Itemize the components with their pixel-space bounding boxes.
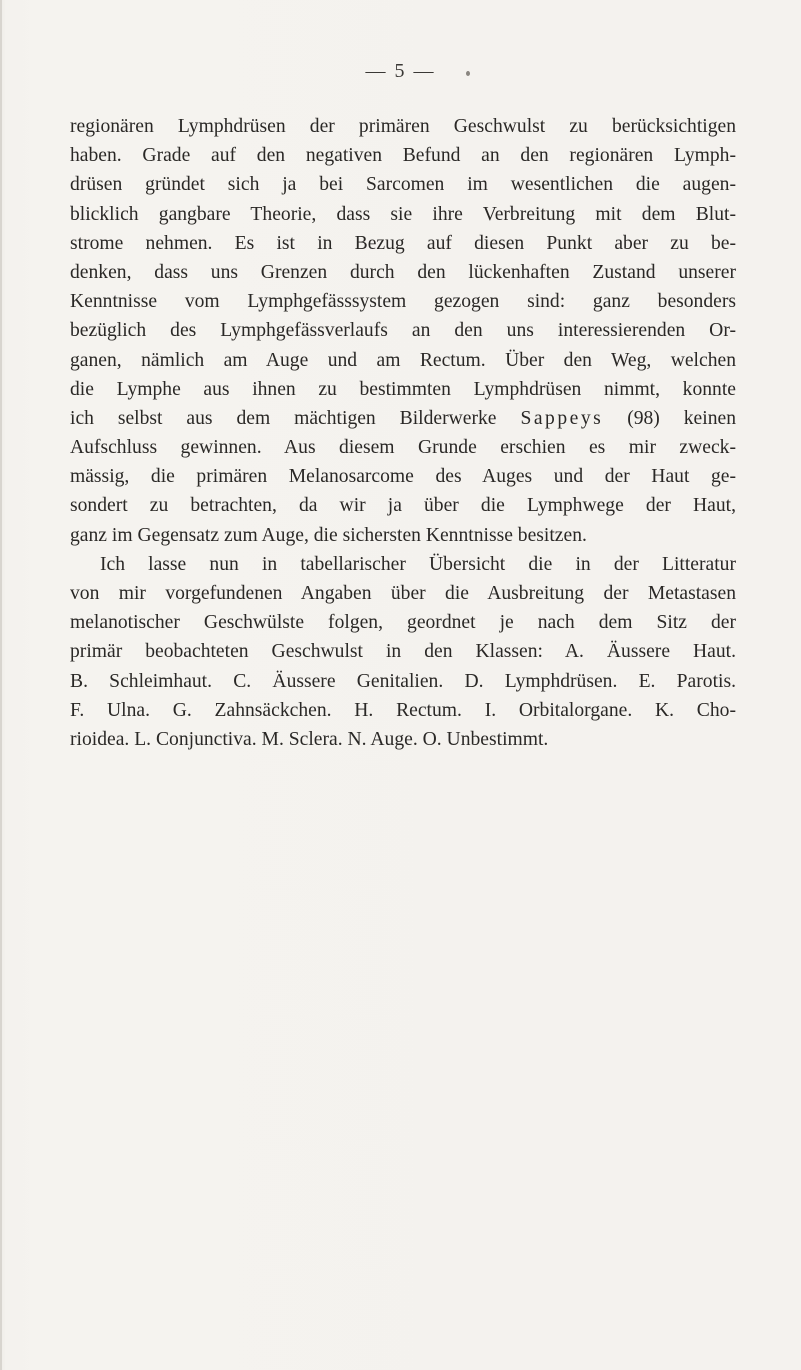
text-line: haben. Grade auf den negativen Befund an den regionären Lymph- xyxy=(70,145,736,167)
ink-speck xyxy=(466,71,470,76)
text-line: Ich lasse nun in tabellarischer Übersicht die in der Litteratur xyxy=(100,553,736,575)
text-line: bezüglich des Lymphgefässverlaufs an den uns interessierenden Or- xyxy=(70,320,736,342)
text-line: primär beobachteten Geschwulst in den Klassen: A. Äussere Haut. xyxy=(70,641,736,663)
text-line: B. Schleimhaut. C. Äussere Genitalien. D. Lymphdrüsen. E. Parotis. xyxy=(70,670,736,692)
text-line: rioidea. L. Conjunctiva. M. Sclera. N. Auge. O. Unbestimmt. xyxy=(70,728,549,750)
body-text xyxy=(70,112,736,754)
text-line: strome nehmen. Es ist in Bezug auf diesen Punkt aber zu be- xyxy=(70,232,736,254)
text-line: Aufschluss gewinnen. Aus diesem Grunde erschien es mir zweck- xyxy=(70,437,736,459)
text-line: melanotischer Geschwülste folgen, geordnet je nach dem Sitz der xyxy=(70,612,736,634)
page-number: — 5 — xyxy=(365,60,436,82)
text-line: blicklich gangbare Theorie, dass sie ihre Verbreitung mit dem Blut- xyxy=(70,203,736,225)
text-line: F. Ulna. G. Zahnsäckchen. H. Rectum. I. Orbitalorgane. K. Cho- xyxy=(70,699,736,721)
paragraph-1 xyxy=(70,112,736,550)
text-line: Kenntnisse vom Lymphgefässsystem gezogen sind: ganz besonders xyxy=(70,291,736,313)
text-segment: (98) keinen xyxy=(627,407,736,429)
text-line: ganz im Gegensatz zum Auge, die sichersten Kenntnisse besitzen. xyxy=(70,524,587,546)
text-line: mässig, die primären Melanosarcome des Auges und der Haut ge- xyxy=(70,466,736,488)
text-line: regionären Lymphdrüsen der primären Geschwulst zu berücksichtigen xyxy=(70,116,736,137)
text-line: drüsen gründet sich ja bei Sarcomen im wesentlichen die augen- xyxy=(70,174,736,196)
spaced-author-name: Sappeys xyxy=(520,407,604,429)
text-line: denken, dass uns Grenzen durch den lückenhaften Zustand unserer xyxy=(70,261,736,283)
text-line-with-emphasis xyxy=(70,404,736,433)
text-line: ganen, nämlich am Auge und am Rectum. Über den Weg, welchen xyxy=(70,349,736,371)
text-line: die Lymphe aus ihnen zu bestimmten Lymphdrüsen nimmt, konnte xyxy=(70,378,736,400)
paragraph-2 xyxy=(70,550,736,754)
page-edge-shadow xyxy=(0,0,2,1370)
text-line: von mir vorgefundenen Angaben über die Ausbreitung der Metastasen xyxy=(70,583,736,604)
text-segment: ich selbst aus dem mächtigen Bilderwerke xyxy=(70,407,497,429)
text-line: sondert zu betrachten, da wir ja über die Lymphwege der Haut, xyxy=(70,495,736,517)
